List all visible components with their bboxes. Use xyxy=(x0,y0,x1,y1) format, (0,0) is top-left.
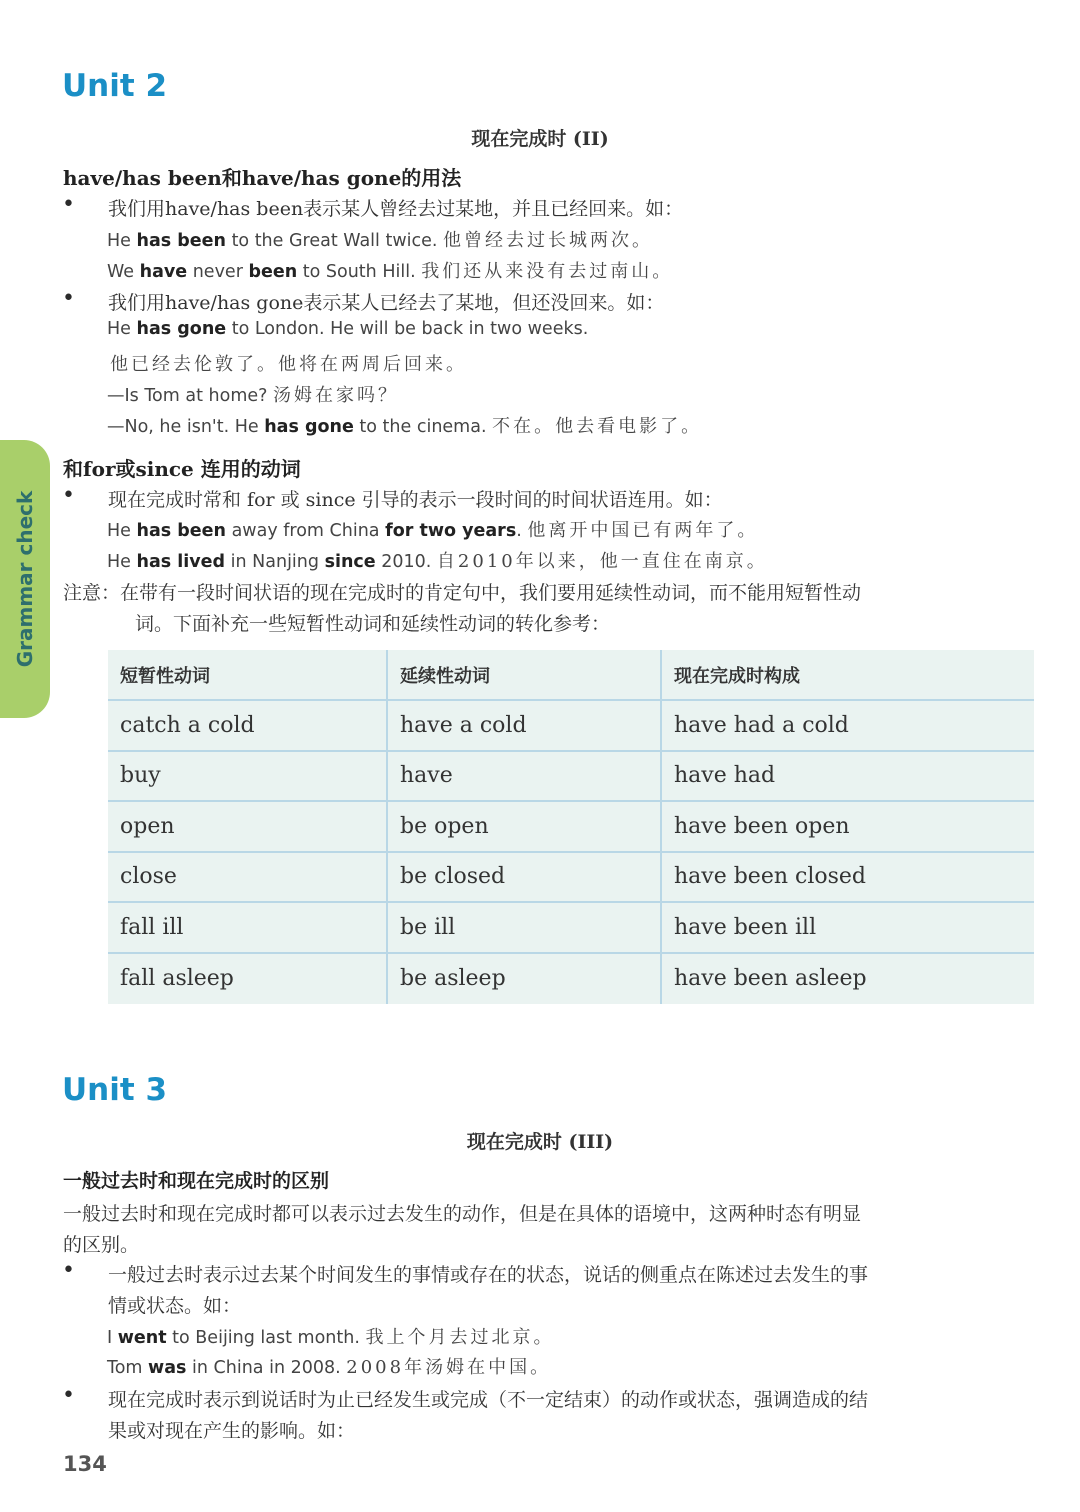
table-cell: have been open xyxy=(662,802,1034,853)
unit3-title: 现在完成时 (III) xyxy=(466,1131,614,1153)
side-tab-label: Grammar check xyxy=(13,490,37,668)
table-cell: open xyxy=(108,802,388,853)
unit2-bullet3: 现在完成时常和 for 或 since 引导的表示一段时间的时间状语连用。如： xyxy=(108,489,723,511)
table-cell: have a cold xyxy=(388,701,662,752)
grammar-check-side-tab xyxy=(0,440,50,718)
example-translation: 他已经去伦敦了。他将在两周后回来。 xyxy=(110,354,467,375)
table-cell: have had a cold xyxy=(662,701,1034,752)
page-number: 134 xyxy=(63,1452,107,1476)
table-cell: catch a cold xyxy=(108,701,388,752)
table-cell: have had xyxy=(662,752,1034,803)
table-cell: have xyxy=(388,752,662,803)
verb-conversion-table xyxy=(108,650,1034,1004)
unit2-section2-title: 和for或since 连用的动词 xyxy=(63,457,301,481)
unit2-title: 现在完成时 (II) xyxy=(471,128,609,150)
example-line: We have never been to South Hill. 我们还从来没有去过南山。 xyxy=(107,261,674,282)
example-line: I went to Beijing last month. 我上个月去过北京。 xyxy=(107,1327,555,1348)
example-line: —Is Tom at home? 汤姆在家吗？ xyxy=(107,385,399,406)
bullet-marker: • xyxy=(62,192,75,217)
example-line: He has been away from China for two years. 他离开中国已有两年了。 xyxy=(107,520,759,541)
table-cell: be open xyxy=(388,802,662,853)
unit2-bullet2: 我们用have/has gone表示某人已经去了某地，但还没回来。如： xyxy=(108,292,665,314)
unit3-intro-line-2: 的区别。 xyxy=(63,1234,140,1256)
table-cell: have been ill xyxy=(662,903,1034,954)
example-line: —No, he isn't. He has gone to the cinema. 不在。他去看电影了。 xyxy=(107,416,703,437)
table-header-cell: 延续性动词 xyxy=(388,650,662,701)
bullet-marker: • xyxy=(62,286,75,311)
unit3-bullet1-line-2: 情或状态。如： xyxy=(108,1295,242,1317)
example-line: He has been to the Great Wall twice. 他曾经去过长城两次。 xyxy=(107,230,654,251)
note-line-2: 词。下面补充一些短暂性动词和延续性动词的转化参考： xyxy=(135,613,611,635)
unit3-intro-line-1: 一般过去时和现在完成时都可以表示过去发生的动作，但是在具体的语境中，这两种时态有明显 xyxy=(63,1203,862,1225)
table-cell: close xyxy=(108,853,388,904)
unit2-section1-title: have/has been和have/has gone的用法 xyxy=(63,166,462,190)
example-line: He has gone to London. He will be back in two weeks. xyxy=(107,319,589,339)
table-cell: fall asleep xyxy=(108,954,388,1005)
example-line: He has lived in Nanjing since 2010. 自2010年以来，他一直住在南京。 xyxy=(107,551,768,572)
unit2-bullet1: 我们用have/has been表示某人曾经去过某地，并且已经回来。如： xyxy=(108,198,684,220)
unit3-heading: Unit 3 xyxy=(62,1072,168,1108)
note-line-1: 注意：在带有一段时间状语的现在完成时的肯定句中，我们要用延续性动词，而不能用短暂性动 xyxy=(63,582,862,604)
table-header-cell: 短暂性动词 xyxy=(108,650,388,701)
table-cell: be asleep xyxy=(388,954,662,1005)
unit3-bullet1-line-1: 一般过去时表示过去某个时间发生的事情或存在的状态，说话的侧重点在陈述过去发生的事 xyxy=(108,1264,869,1286)
table-cell: have been closed xyxy=(662,853,1034,904)
bullet-marker: • xyxy=(62,483,75,508)
table-header-cell: 现在完成时构成 xyxy=(662,650,1034,701)
example-line: Tom was in China in 2008. 2008年汤姆在中国。 xyxy=(107,1357,552,1378)
table-cell: buy xyxy=(108,752,388,803)
bullet-marker: • xyxy=(62,1383,75,1408)
table-cell: be closed xyxy=(388,853,662,904)
table-cell: be ill xyxy=(388,903,662,954)
unit3-bullet2-line-2: 果或对现在产生的影响。如： xyxy=(108,1420,356,1442)
unit3-bullet2-line-1: 现在完成时表示到说话时为止已经发生或完成（不一定结束）的动作或状态，强调造成的结 xyxy=(108,1389,869,1411)
unit3-section-title: 一般过去时和现在完成时的区别 xyxy=(63,1170,330,1192)
table-cell: fall ill xyxy=(108,903,388,954)
unit2-heading: Unit 2 xyxy=(62,68,168,104)
table-cell: have been asleep xyxy=(674,966,867,992)
bullet-marker: • xyxy=(62,1258,75,1283)
